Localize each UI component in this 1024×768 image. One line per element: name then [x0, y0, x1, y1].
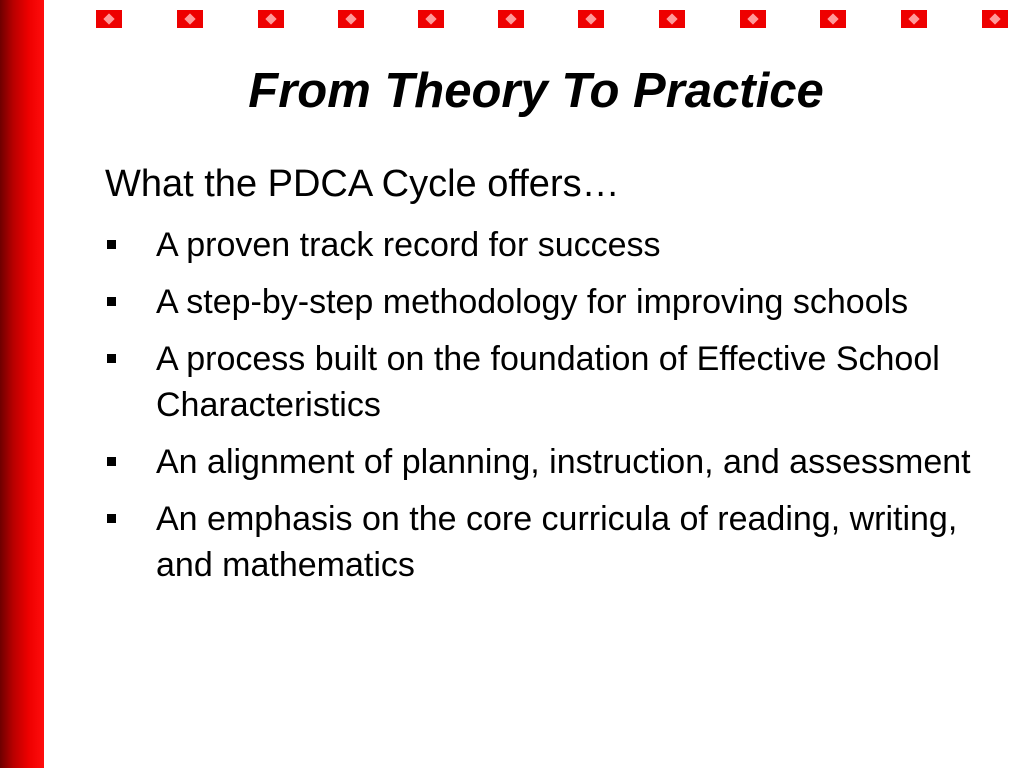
red-diamond-square-icon [418, 10, 444, 28]
bullet-text: A proven track record for success [156, 226, 661, 264]
red-diamond-square-icon [740, 10, 766, 28]
slide-intro: What the PDCA Cycle offers… [105, 163, 620, 205]
red-diamond-square-icon [96, 10, 122, 28]
red-diamond-square-icon [659, 10, 685, 28]
red-diamond-square-icon [338, 10, 364, 28]
square-bullet-icon [107, 457, 116, 466]
square-bullet-icon [107, 240, 116, 249]
red-diamond-square-icon [901, 10, 927, 28]
red-diamond-square-icon [578, 10, 604, 28]
bullet-item [105, 336, 985, 428]
slide-title: From Theory To Practice [248, 64, 824, 118]
bullet-item [105, 439, 985, 485]
red-diamond-square-icon [258, 10, 284, 28]
red-diamond-square-icon [498, 10, 524, 28]
red-gradient-sidebar [0, 0, 44, 768]
bullet-text: An emphasis on the core curricula of reading, writing, and mathematics [156, 500, 958, 584]
decorative-square-row [96, 10, 1008, 28]
square-bullet-icon [107, 297, 116, 306]
square-bullet-icon [107, 354, 116, 363]
red-diamond-square-icon [820, 10, 846, 28]
bullet-text: A process built on the foundation of Effective School Characteristics [156, 340, 940, 424]
red-diamond-square-icon [177, 10, 203, 28]
bullet-text: A step-by-step methodology for improving schools [156, 283, 909, 321]
bullet-item [105, 279, 985, 325]
bullet-list [105, 222, 985, 599]
square-bullet-icon [107, 514, 116, 523]
bullet-item [105, 222, 985, 268]
bullet-text: An alignment of planning, instruction, and assessment [156, 443, 971, 481]
bullet-item [105, 496, 985, 588]
red-diamond-square-icon [982, 10, 1008, 28]
